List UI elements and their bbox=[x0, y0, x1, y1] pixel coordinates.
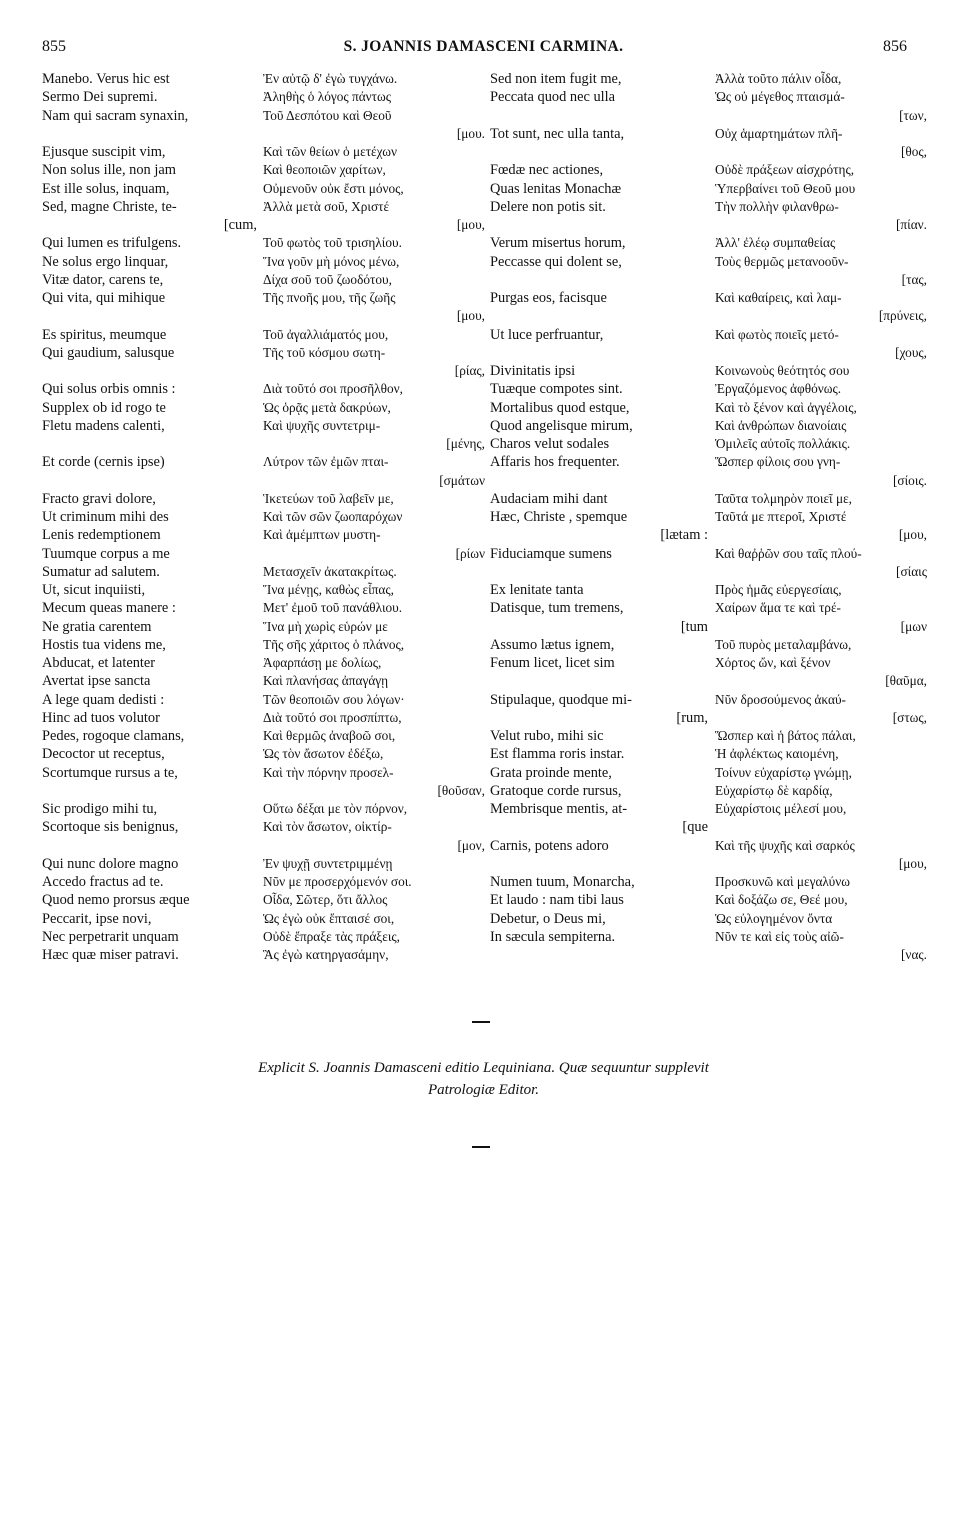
page-header bbox=[0, 38, 967, 62]
verse-line: Abducat, et latenter bbox=[42, 655, 156, 671]
verse-line: Scortumque rursus a te, bbox=[42, 764, 178, 781]
verse-line: Ταῦτά με πτεροῖ, Χριστέ bbox=[715, 509, 847, 524]
verse-line: Qui solus orbis omnis : bbox=[42, 381, 176, 398]
verse-line: Ut, sicut inquiisti, bbox=[42, 582, 146, 598]
verse-line: Καὶ τὸ ξένον καὶ ἀγγέλοις, bbox=[715, 399, 857, 415]
verse-line: [νας. bbox=[901, 947, 927, 962]
verse-line: Καὶ τὸν ἄσωτον, οἰκτίρ- bbox=[263, 819, 392, 835]
verse-line: Mecum queas manere : bbox=[42, 600, 176, 617]
verse-line: Verum misertus horum, bbox=[490, 235, 626, 252]
verse-line: [σίοις. bbox=[893, 472, 927, 488]
verse-line bbox=[490, 672, 708, 690]
verse-line: Τοῦ ἀγαλλιάματός μου, bbox=[263, 326, 389, 342]
verse-line: Es spiritus, meumque bbox=[42, 326, 167, 343]
verse-line: Quod nemo prorsus æque bbox=[42, 892, 190, 909]
verse-line: Grata proinde mente, bbox=[490, 764, 612, 781]
verse-line: Καὶ ἀμέμπτων μυστη- bbox=[263, 527, 381, 543]
verse-line: Δίχα σοῦ τοῦ ζωοδότου, bbox=[263, 271, 392, 287]
verse-line: Νῦν με προσερχόμενόν σοι. bbox=[263, 874, 412, 889]
page-number-right: 856 bbox=[883, 38, 907, 55]
verse-line: Ἃς ἐγὼ κατηργασάμην, bbox=[263, 947, 389, 962]
verse-line: [tum bbox=[680, 618, 708, 635]
verse-line: Τοὺς θερμῶς μετανοοῦν- bbox=[715, 253, 849, 269]
verse-line: [σμάτων bbox=[439, 472, 485, 488]
verse-line: Et laudo : nam tibi laus bbox=[490, 892, 624, 909]
verse-line: Charos velut sodales bbox=[490, 436, 610, 452]
verse-line: Vitæ dator, carens te, bbox=[42, 271, 164, 288]
verse-line: Μετασχεῖν ἀκατακρίτως. bbox=[263, 563, 397, 579]
verse-line: Purgas eos, facisque bbox=[490, 290, 607, 306]
verse-line: [θοῦσαν, bbox=[437, 782, 485, 798]
greek-column-left bbox=[263, 70, 485, 964]
verse-line bbox=[490, 107, 708, 125]
verse-line: Velut rubo, mihi sic bbox=[490, 728, 604, 744]
verse-line: Peccasse qui dolent se, bbox=[490, 253, 622, 270]
verse-line: Qui lumen es trifulgens. bbox=[42, 235, 182, 252]
verse-line: [cum, bbox=[223, 217, 257, 233]
verse-line: Gratoque corde rursus, bbox=[490, 782, 622, 799]
verse-line: [lætam : bbox=[660, 527, 708, 544]
verse-line: Sic prodigo mihi tu, bbox=[42, 801, 158, 817]
verse-line: Τῶν θεοποιῶν σου λόγων· bbox=[263, 691, 405, 707]
verse-line: Qui nunc dolore magno bbox=[42, 855, 179, 872]
verse-line: Χαίρων ἅμα τε καὶ τρέ- bbox=[715, 600, 841, 616]
verse-line: Ὥσπερ καὶ ἡ βάτος πάλαι, bbox=[715, 728, 856, 743]
verse-line: Ὡς οὐ μέγεθος πταισμά- bbox=[715, 89, 845, 105]
verse-line: Fenum licet, licet sim bbox=[490, 655, 615, 671]
verse-line: Διὰ τοῦτό σοι προσπίπτω, bbox=[263, 709, 402, 725]
verse-line: [μων bbox=[900, 618, 927, 634]
verse-line: Ὡς τὸν ἄσωτον ἐδέξω, bbox=[263, 746, 384, 762]
verse-line: Quas lenitas Monachæ bbox=[490, 180, 622, 197]
verse-line: Ἀλλ' ἐλέῳ συμπαθείας bbox=[715, 235, 836, 251]
verse-line: Hinc ad tuos volutor bbox=[42, 709, 160, 726]
verse-line: Carnis, potens adoro bbox=[490, 837, 609, 854]
verse-line: Numen tuum, Monarcha, bbox=[490, 874, 635, 890]
verse-line bbox=[490, 216, 708, 234]
verse-line: [τας, bbox=[901, 271, 927, 287]
verse-line: Assumo lætus ignem, bbox=[490, 636, 615, 653]
verse-line: In sæcula sempiterna. bbox=[490, 928, 616, 945]
verse-line bbox=[490, 946, 708, 964]
verse-line: Pedes, rogoque clamans, bbox=[42, 728, 185, 744]
verse-line: Μετ' ἐμοῦ τοῦ πανάθλιου. bbox=[263, 600, 403, 616]
verse-line: Ἵνα γοῦν μὴ μόνος μένω, bbox=[263, 253, 400, 269]
verse-line bbox=[490, 563, 708, 581]
verse-line: Hæc quæ miser patravi. bbox=[42, 947, 179, 963]
verse-line: Οὕτω δέξαι με τὸν πόρνον, bbox=[263, 801, 408, 816]
verse-line: Manebo. Verus hic est bbox=[42, 71, 170, 87]
verse-line bbox=[715, 818, 927, 836]
verse-line: Πρὸς ἡμᾶς εὐεργεσίαις, bbox=[715, 582, 842, 597]
verse-line bbox=[42, 472, 257, 490]
verse-line: [στως, bbox=[892, 709, 927, 725]
verse-line: [μένης, bbox=[446, 436, 485, 451]
verse-line: Accedo fractus ad te. bbox=[42, 874, 164, 890]
verse-line: Fiduciamque sumens bbox=[490, 545, 612, 562]
verse-line: Supplex ob id rogo te bbox=[42, 399, 166, 416]
verse-line: Tuæque compotes sint. bbox=[490, 381, 623, 398]
verse-line: Καὶ θερμῶς ἀναβοῶ σοι, bbox=[263, 728, 396, 743]
verse-line: [χους, bbox=[895, 344, 927, 360]
verse-line: Καὶ τὴν πόρνην προσελ- bbox=[263, 764, 394, 780]
verse-line: Τὴν πολλὴν φιλανθρω- bbox=[715, 198, 839, 214]
page-number-left: 855 bbox=[42, 38, 66, 55]
verse-line: Datisque, tum tremens, bbox=[490, 600, 624, 617]
verse-line: Ἀφαρπάσῃ με δολίως, bbox=[263, 655, 382, 670]
verse-line bbox=[490, 307, 708, 325]
verse-line: Sed non item fugit me, bbox=[490, 71, 622, 87]
verse-line: Peccata quod nec ulla bbox=[490, 89, 616, 106]
verse-line: Καὶ θαῤῥῶν σου ταῖς πλού- bbox=[715, 545, 862, 561]
verse-line: [θος, bbox=[900, 144, 927, 159]
verse-line: [μου. bbox=[456, 125, 485, 141]
verse-line: Τοῦ φωτὸς τοῦ τρισηλίου. bbox=[263, 235, 402, 251]
verse-line: Καὶ θεοποιῶν χαρίτων, bbox=[263, 162, 386, 178]
verse-line: Ἱκετεύων τοῦ λαβεῖν με, bbox=[263, 490, 394, 506]
verse-line bbox=[490, 855, 708, 873]
verse-line: [σίαις bbox=[896, 563, 927, 579]
verse-line: Hostis tua videns me, bbox=[42, 636, 166, 653]
verse-line: Οὐδὲ ἔπραξε τὰς πράξεις, bbox=[263, 928, 400, 944]
verse-line: Ἐργαζόμενος ἀφθόνως. bbox=[715, 381, 842, 397]
verse-line: Καὶ ψυχῆς συντετριμ- bbox=[263, 417, 381, 433]
greek-column-right bbox=[715, 70, 927, 964]
verse-line: Ὑπερβαίνει τοῦ Θεοῦ μου bbox=[715, 180, 856, 196]
verse-line: Est flamma roris instar. bbox=[490, 746, 625, 763]
verse-line bbox=[490, 344, 708, 362]
verse-line: Ἡ ἀφλέκτως καιομένη, bbox=[715, 746, 839, 762]
verse-line: [μου, bbox=[898, 855, 927, 871]
verse-line: Εὐχαρίστῳ δὲ καρδίᾳ, bbox=[715, 782, 833, 798]
verse-line: Καὶ φωτὸς ποιεῖς μετό- bbox=[715, 326, 839, 342]
verse-line: Nam qui sacram synaxin, bbox=[42, 107, 189, 124]
verse-line: Ἀλλὰ τοῦτο πάλιν οἶδα, bbox=[715, 71, 842, 86]
separator-rule-bottom bbox=[472, 1146, 490, 1148]
verse-line: Mortalibus quod estque, bbox=[490, 399, 630, 416]
verse-line: Οἶδα, Σῶτερ, ὅτι ἄλλος bbox=[263, 892, 388, 908]
verse-line: Et corde (cernis ipse) bbox=[42, 454, 165, 471]
verse-line: Affaris hos frequenter. bbox=[490, 454, 620, 471]
verse-line: Νῦν τε καὶ εἰς τοὺς αἰῶ- bbox=[715, 928, 844, 944]
explicit-line-1: Explicit S. Joannis Damasceni editio Lequiniana. Quæ sequuntur supplevit bbox=[258, 1060, 709, 1076]
verse-line: [que bbox=[682, 819, 708, 836]
verse-line: [μου, bbox=[456, 217, 485, 232]
verse-line: [μου, bbox=[456, 308, 485, 324]
verse-line: Sumatur ad salutem. bbox=[42, 563, 160, 580]
running-title: S. JOANNIS DAMASCENI CARMINA. bbox=[343, 38, 624, 55]
verse-line: Καὶ ἀνθρώπων διανοίαις bbox=[715, 417, 847, 433]
verse-line: Scortoque sis benignus, bbox=[42, 819, 179, 836]
verse-line: Membrisque mentis, at- bbox=[490, 801, 628, 817]
verse-line: Fœdæ nec actiones, bbox=[490, 162, 604, 179]
verse-line bbox=[42, 125, 257, 143]
verse-line: Οὐδὲ πράξεων αἰσχρότης, bbox=[715, 162, 855, 178]
verse-line: Ὥσπερ φίλοις σου γνη- bbox=[715, 454, 841, 470]
verse-line: Τῆς τοῦ κόσμου σωτη- bbox=[263, 344, 386, 360]
verse-line: Debetur, o Deus mi, bbox=[490, 910, 606, 927]
latin-column-right bbox=[490, 70, 708, 964]
verse-line: Καὶ δοξάζω σε, Θεέ μου, bbox=[715, 892, 848, 908]
verse-line: Nec perpetrarit unquam bbox=[42, 928, 179, 945]
verse-line: Lenis redemptionem bbox=[42, 527, 161, 544]
verse-line: Est ille solus, inquam, bbox=[42, 180, 170, 197]
verse-line: Ὡς εὐλογημένον ὄντα bbox=[715, 910, 833, 926]
verse-line: [μον, bbox=[457, 837, 485, 853]
verse-line: Κοινωνοὺς θεότητός σου bbox=[715, 363, 850, 378]
verse-line bbox=[42, 837, 257, 855]
verse-line: Καὶ τῆς ψυχῆς καὶ σαρκός bbox=[715, 837, 855, 853]
verse-line: Ἀληθὴς ὁ λόγος πάντως bbox=[263, 89, 392, 105]
verse-line: Divinitatis ipsi bbox=[490, 363, 576, 379]
verse-line: Sed, magne Christe, te- bbox=[42, 198, 177, 215]
verse-line: Καὶ τῶν θείων ὁ μετέχων bbox=[263, 144, 398, 159]
verse-line: Ejusque suscipit vim, bbox=[42, 144, 166, 160]
verse-line: Προσκυνῶ καὶ μεγαλύνω bbox=[715, 874, 850, 889]
verse-line: Peccarit, ipse novi, bbox=[42, 910, 152, 927]
verse-line: [πίαν. bbox=[895, 217, 927, 232]
verse-line: Tot sunt, nec ulla tanta, bbox=[490, 125, 625, 142]
verse-line: Λύτρον τῶν ἐμῶν πται- bbox=[263, 454, 389, 470]
verse-line: Ὁμιλεῖς αὐτοῖς πολλάκις. bbox=[715, 436, 851, 451]
verse-line bbox=[42, 307, 257, 325]
verse-line: Διὰ τοῦτό σοι προσῆλθον, bbox=[263, 381, 403, 397]
verse-line bbox=[42, 362, 257, 380]
verse-line bbox=[42, 782, 257, 800]
verse-line bbox=[490, 472, 708, 490]
verse-line: Fletu madens calenti, bbox=[42, 417, 165, 434]
explicit-line-2: Patrologiæ Editor. bbox=[427, 1082, 540, 1098]
verse-line: Ὡς ἐγὼ οὐκ ἔπταισέ σοι, bbox=[263, 910, 395, 926]
verse-line: Audaciam mihi dant bbox=[490, 490, 608, 507]
verse-line: Οὐχ ἁμαρτημάτων πλῆ- bbox=[715, 125, 843, 141]
verse-line: Καὶ πλανήσας ἀπαγάγῃ bbox=[263, 673, 389, 689]
verse-line: Ut criminum mihi des bbox=[42, 509, 169, 525]
verse-line: Τοίνυν εὐχαρίστῳ γνώμῃ, bbox=[715, 764, 852, 780]
verse-line: Ἐν αὐτῷ δ' ἐγὼ τυγχάνω. bbox=[263, 71, 398, 86]
verse-line: Οὐμενοῦν οὐκ ἔστι μόνος, bbox=[263, 180, 404, 196]
verse-line: A lege quam dedisti : bbox=[42, 691, 165, 708]
verse-line: Καὶ καθαίρεις, καὶ λαμ- bbox=[715, 290, 842, 305]
verse-line: Tuumque corpus a me bbox=[42, 545, 170, 562]
verse-line: Τοῦ Δεσπότου καὶ Θεοῦ bbox=[263, 107, 392, 123]
verse-line: Εὐχαρίστοις μέλεσί μου, bbox=[715, 801, 847, 816]
verse-line: Ex lenitate tanta bbox=[490, 582, 584, 598]
verse-line: Quod angelisque mirum, bbox=[490, 417, 633, 434]
verse-line: Τοῦ πυρὸς μεταλαμβάνω, bbox=[715, 636, 852, 652]
verse-line: [rum, bbox=[676, 709, 708, 726]
verse-line: Decoctor ut receptus, bbox=[42, 746, 165, 763]
verse-line bbox=[490, 143, 708, 161]
verse-line: Stipulaque, quodque mi- bbox=[490, 691, 632, 708]
verse-line: [θαῦμα, bbox=[885, 673, 927, 689]
verse-line: [ρίας, bbox=[454, 363, 485, 378]
verse-line: Ut luce perfruantur, bbox=[490, 326, 604, 343]
verse-line: Ἵνα μὴ χωρὶς εὑρών με bbox=[263, 618, 388, 634]
latin-column-left bbox=[42, 70, 257, 964]
verse-line: Delere non potis sit. bbox=[490, 198, 606, 215]
verse-line: Νῦν δροσούμενος ἀκαύ- bbox=[715, 691, 846, 707]
verse-line: Ἐν ψυχῇ συντετριμμένῃ bbox=[263, 855, 393, 871]
verse-line: Avertat ipse sancta bbox=[42, 673, 151, 690]
verse-line: Qui vita, qui mihique bbox=[42, 290, 166, 306]
verse-line: Ἵνα μένῃς, καθὼς εἶπας, bbox=[263, 582, 394, 597]
explicit-note bbox=[0, 1057, 967, 1101]
verse-line: Fracto gravi dolore, bbox=[42, 490, 156, 507]
verse-line: Ταῦτα τολμηρὸν ποιεῖ με, bbox=[715, 490, 852, 506]
verse-line: Ne solus ergo linquar, bbox=[42, 253, 169, 270]
verse-line: Ἀλλὰ μετὰ σοῦ, Χριστέ bbox=[263, 198, 390, 214]
verse-line: Χόρτος ὤν, καὶ ξένον bbox=[715, 655, 831, 670]
verse-line: Hæc, Christe , spemque bbox=[490, 509, 628, 525]
verse-line: Sermo Dei supremi. bbox=[42, 89, 158, 106]
verse-line: Qui gaudium, salusque bbox=[42, 344, 175, 361]
verse-line: Ne gratia carentem bbox=[42, 618, 152, 635]
verse-line: Τῆς σῆς χάριτος ὁ πλάνος, bbox=[263, 636, 405, 652]
verse-line: [μου, bbox=[898, 527, 927, 543]
verse-line: Καὶ τῶν σῶν ζωοπαρόχων bbox=[263, 509, 403, 524]
verse-line: Τῆς πνοῆς μου, τῆς ζωῆς bbox=[263, 290, 396, 305]
separator-rule-top bbox=[472, 1021, 490, 1023]
verse-line: [πρύνεις, bbox=[878, 308, 927, 324]
verse-line: [των, bbox=[899, 107, 927, 123]
verse-line: [ρίων bbox=[455, 545, 485, 561]
verse-line bbox=[42, 435, 257, 453]
verse-line: Non solus ille, non jam bbox=[42, 162, 176, 179]
verse-line bbox=[490, 271, 708, 289]
verse-line: Ὡς ὁρᾷς μετὰ δακρύων, bbox=[263, 399, 391, 415]
